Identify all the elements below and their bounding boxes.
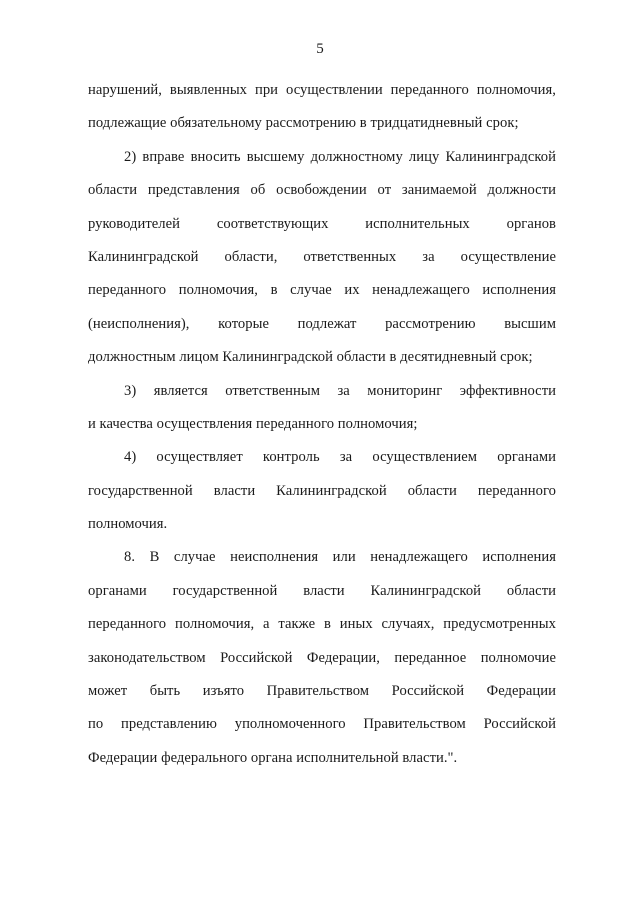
text-line: 2) вправе вносить высшему должностному лицу Калининградской bbox=[124, 148, 556, 165]
text-line: Федерации федерального органа исполнительной власти.". bbox=[88, 749, 458, 766]
text-line: 3) является ответственным за мониторинг эффективности bbox=[124, 382, 556, 399]
text-line: может быть изъято Правительством Российской Федерации bbox=[88, 683, 556, 700]
text-line: органами государственной власти Калининградской области bbox=[88, 582, 556, 599]
text-line: подлежащие обязательному рассмотрению в тридцатидневный срок; bbox=[88, 115, 519, 132]
text-line: нарушений, выявленных при осуществлении переданного полномочия, bbox=[88, 82, 556, 98]
text-line: государственной власти Калининградской области переданного bbox=[88, 482, 556, 499]
text-line: (неисполнения), которые подлежат рассмотрению высшим bbox=[88, 315, 556, 332]
text-line: области представления об освобождении от занимаемой должности bbox=[88, 182, 556, 199]
text-line: 4) осуществляет контроль за осуществлением органами bbox=[124, 449, 556, 466]
document-body bbox=[88, 74, 556, 775]
text-line: законодательством Российской Федерации, переданное полномочие bbox=[88, 649, 556, 666]
page-number: 5 bbox=[316, 41, 324, 57]
text-line: переданного полномочия, а также в иных случаях, предусмотренных bbox=[88, 616, 556, 633]
text-line: и качества осуществления переданного полномочия; bbox=[88, 415, 418, 432]
text-line: полномочия. bbox=[88, 516, 168, 533]
text-line: руководителей соответствующих исполнительных органов bbox=[88, 215, 556, 232]
text-line: Калининградской области, ответственных за осуществление bbox=[88, 248, 556, 265]
text-line: переданного полномочия, в случае их ненадлежащего исполнения bbox=[88, 282, 556, 299]
text-line: 8. В случае неисполнения или ненадлежащего исполнения bbox=[124, 549, 556, 566]
text-line: должностным лицом Калининградской области в десятидневный срок; bbox=[88, 349, 533, 366]
text-line: по представлению уполномоченного Правительством Российской bbox=[88, 716, 556, 733]
